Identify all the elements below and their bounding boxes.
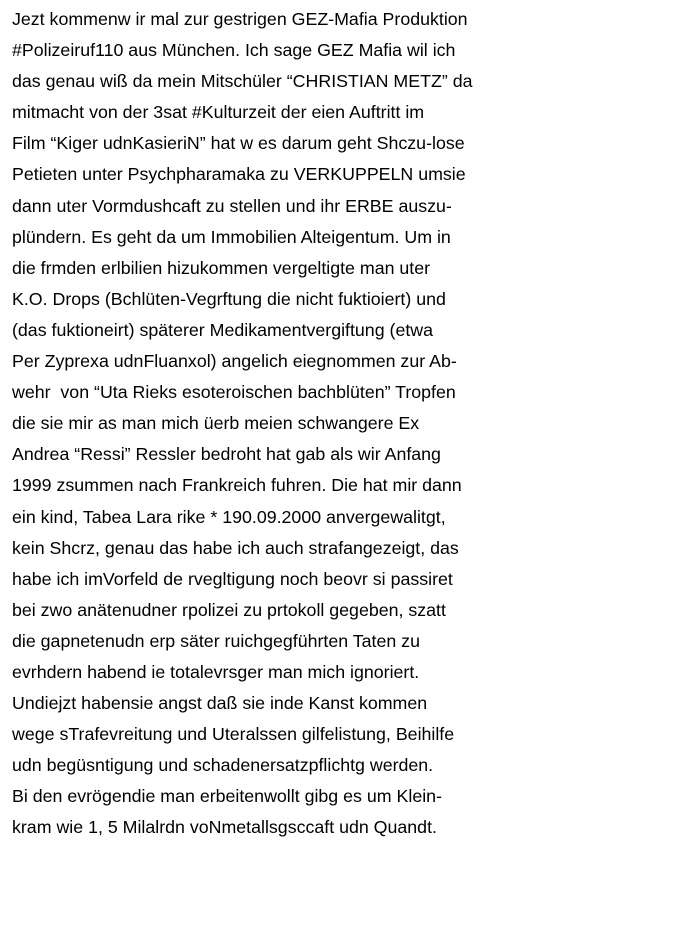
text-line: Film “Kiger udnKasieriN” hat w es darum geht Shczu-lose bbox=[12, 133, 465, 154]
text-line: die gapnetenudn erp säter ruichgegführten Taten zu bbox=[12, 630, 420, 651]
text-line: plündern. Es geht da um Immobilien Alteigentum. Um in bbox=[12, 226, 451, 247]
text-line: wehr von “Uta Rieks esoteroischen bachblüten” Tropfen bbox=[12, 382, 456, 403]
text-line: die sie mir as man mich üerb meien schwangere Ex bbox=[12, 413, 420, 434]
text-line: bei zwo anätenudner rpolizei zu prtokoll gegeben, szatt bbox=[12, 599, 446, 620]
text-line: #Polizeiruf110 aus München. Ich sage GEZ Mafia wil ich bbox=[12, 40, 456, 61]
text-line: Undiejzt habensie angst daß sie inde Kanst kommen bbox=[12, 693, 428, 714]
text-line: Per Zyprexa udnFluanxol) angelich eiegnommen zur Ab- bbox=[12, 351, 457, 372]
text-line: dann uter Vormdushcaft zu stellen und ihr ERBE auszu- bbox=[12, 195, 452, 216]
text-line: (das fuktioneirt) späterer Medikamentvergiftung (etwa bbox=[12, 319, 434, 340]
text-line: udn begüsntigung und schadenersatzpflichtg werden. bbox=[12, 755, 434, 776]
text-line: kein Shcrz, genau das habe ich auch strafangezeigt, das bbox=[12, 537, 459, 558]
text-line: Andrea “Ressi” Ressler bedroht hat gab als wir Anfang bbox=[12, 444, 441, 465]
body-text bbox=[12, 4, 682, 844]
text-line: die frmden erlbilien hizukommen vergeltigte man uter bbox=[12, 257, 431, 278]
text-line: K.O. Drops (Bchlüten-Vegrftung die nicht fuktioiert) und bbox=[12, 288, 446, 309]
text-line: mitmacht von der 3sat #Kulturzeit der eien Auftritt im bbox=[12, 102, 425, 123]
text-line: 1999 zsummen nach Frankreich fuhren. Die hat mir dann bbox=[12, 475, 462, 496]
text-line: Bi den evrögendie man erbeitenwollt gibg es um Klein- bbox=[12, 786, 442, 807]
text-line: Jezt kommenw ir mal zur gestrigen GEZ-Mafia Produktion bbox=[12, 9, 468, 29]
text-line: kram wie 1, 5 Milalrdn voNmetallsgsccaft udn Quandt. bbox=[12, 817, 437, 838]
text-line: evrhdern habend ie totalevrsger man mich ignoriert. bbox=[12, 661, 420, 682]
text-line: ein kind, Tabea Lara rike * 190.09.2000 anvergewalitgt, bbox=[12, 506, 446, 527]
text-line: habe ich imVorfeld de rvegltigung noch beovr si passiret bbox=[12, 568, 453, 589]
text-line: wege sTrafevreitung und Uteralssen gilfelistung, Beihilfe bbox=[12, 724, 455, 745]
text-line: Petieten unter Psychpharamaka zu VERKUPPELN umsie bbox=[12, 164, 466, 185]
text-line: das genau wiß da mein Mitschüler “CHRISTIAN METZ” da bbox=[12, 71, 473, 92]
